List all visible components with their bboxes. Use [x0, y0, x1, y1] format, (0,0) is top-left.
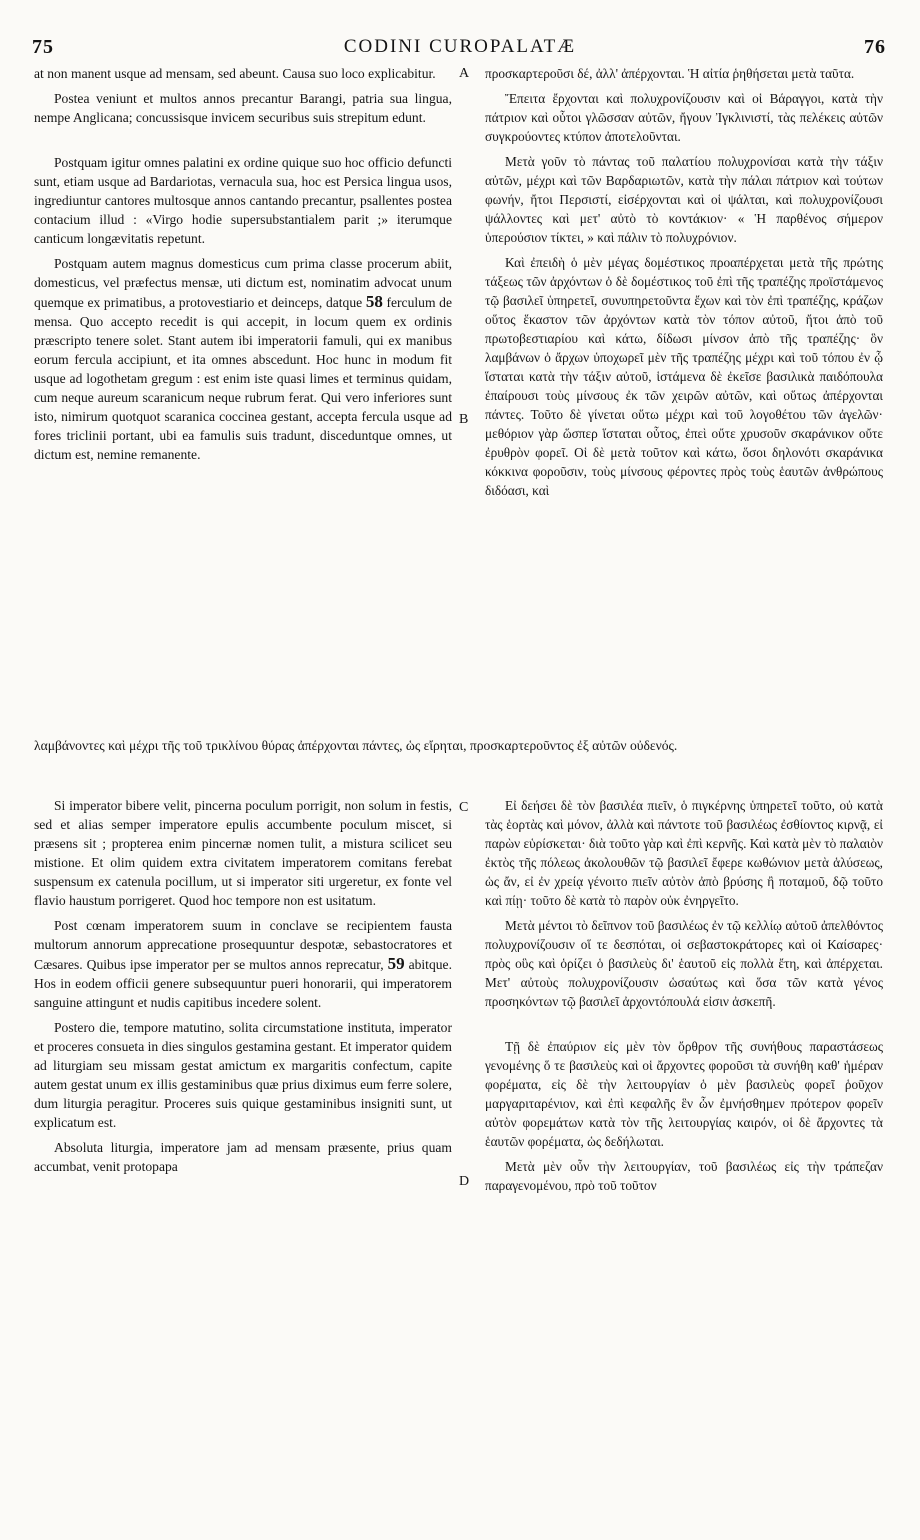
latin-column-lower [34, 796, 452, 1182]
greek-column-lower [485, 796, 883, 1201]
latin-paragraph: Postea veniunt et multos annos precantur Barangi, patria sua lingua, nempe Anglicana; concussisque invicem securibus suis strepitum edunt. [34, 91, 452, 125]
greek-paragraph: Εἰ δεήσει δὲ τὸν βασιλέα πιεῖν, ὁ πιγκέρνης ὑπηρετεῖ τοῦτο, οὐ κατὰ τὰς ἑορτὰς καὶ μόνον, ἀλλὰ καὶ πάντοτε τοῦ βασιλέως ἐσθίοντος κιρνᾷ, εἰ παρὼν εὑρίσκεται· διὰ τοῦτο γὰρ καὶ ἐπὶ κερνῆς. Καὶ κατὰ μὲν τὸ παλαιὸν ἐκτὸς τῆς πόλεως ἀκολουθῶν τῷ βασιλεῖ ἔφερε κωθώνιον μετὰ ἁλύσεως, ὡς ἄν, εἰ ἐν χρείᾳ γένοιτο πιεῖν αὐτὸν ἀπὸ βρύσης ἢ ποταμοῦ, δῷ τοῦτο καὶ πίῃ· τοῦτο δὲ κατὰ τὸ παρὸν οὐκ ἐνηργεῖτο. [485, 798, 883, 908]
latin-paragraph [34, 916, 452, 1012]
page-number-right: 76 [864, 36, 886, 58]
latin-text: Postquam autem magnus domesticus cum prima classe procerum abiit, domesticus, vel præfectus mensæ, uti dictum est, nominatim advocat unum quemque ex primatibus, a protovestiario et deinceps, datque [34, 256, 452, 310]
latin-paragraph [34, 254, 452, 464]
greek-paragraph: προσκαρτεροῦσι δέ, ἀλλ' ἀπέρχονται. Ἡ αἰτία ῥηθήσεται μετὰ ταῦτα. [485, 66, 855, 81]
margin-letter-b: B [459, 412, 469, 427]
running-title: CODINI CUROPALATÆ [343, 36, 577, 57]
latin-paragraph: Postquam igitur omnes palatini ex ordine quique suo hoc officio defuncti sunt, etiam usque ad Bardariotas, vernacula sua, hoc est Persica lingua usos, ingrediuntur cantores multosque annos cantando precantur, psallentes postea contacium illud : «Virgo hodie supersubstantialem parit ;» iterumque canticum longævitatis repetunt. [34, 155, 452, 246]
greek-paragraph: Τῇ δὲ ἐπαύριον εἰς μὲν τὸν ὄρθρον τῆς συνήθους παραστάσεως γενομένης ὅ τε βασιλεὺς καὶ οἱ ἄρχοντες φοροῦσι τὰ συνήθη καθ' ἡμέραν φορέματα, εἰς δὲ τὴν λειτουργίαν ὁ μὲν βασιλεὺς φορεῖ ῥοῦχον μαργαριταρένιον, καὶ ἐπὶ κεφαλῆς ἓν ὧν ἐμνήσθημεν πρότερον φορεῖν αὐτὸν φορεμάτων κατὰ τὸν τῆς λειτουργίας καιρόν, οἱ δὲ ἄρχοντες τὰ ἑαυτῶν φορέματα, ὡς δεδήλωται. [485, 1039, 883, 1149]
latin-paragraph: Postero die, tempore matutino, solita circumstatione instituta, imperator et proceres consueta in dies singulos gestamina gestant. Et imperator quidem ad liturgiam seu missam gestat amictum ex margaritis confectum, capite autem gestat unum ex illis gestaminibus quæ prius diximus eum ferre solere, dum liturgia peragitur. Proceres suis quique gestaminibus insigniti sunt, ut explicatum est. [34, 1020, 452, 1130]
latin-text: Post cœnam imperatorem suum in conclave se recipientem fausta multorum annorum apprecatione prosequuntur despotæ, sebastocratores et Cæsares. Quibus ipse imperator per se multos annos reprecatur, [34, 918, 452, 972]
greek-paragraph: Μετὰ μὲν οὖν τὴν λειτουργίαν, τοῦ βασιλέως εἰς τὴν τράπεζαν παραγενομένου, πρὸ τοῦ τοῦτον [485, 1159, 883, 1193]
greek-paragraph: Ἔπειτα ἔρχονται καὶ πολυχρονίζουσιν καὶ οἱ Βάραγγοι, κατὰ τὴν πάτριον καὶ οὗτοι γλῶσσαν αὐτῶν, ἤγουν Ἰγκλινιστί, τὰς πελέκεις αὐτῶν συγκρούοντες κτύπον ἀποτελοῦνται. [485, 91, 883, 144]
page-number-left: 75 [32, 36, 54, 58]
page-header [0, 0, 920, 58]
greek-paragraph: Μετὰ γοῦν τὸ πάντας τοῦ παλατίου πολυχρονίσαι κατὰ τὴν τάξιν αὐτῶν, μέχρι καὶ τῶν Βαρδαριωτῶν, κατὰ τὴν πάλαι πάτριον καὶ τούτων φωνήν, ἤτοι Περσιστί, εἰσέρχονται καὶ οἱ ψάλται, καὶ πολυχρονίζουσι ψάλλοντες καὶ μετ' αὐτὸ τὸ κοντάκιον· « Ἡ παρθένος σήμερον ὑπερούσιον τίκτει, » καὶ πάλιν τὸ πολυχρόνιον. [485, 154, 883, 245]
margin-letter-a: A [459, 66, 470, 81]
latin-text: ferculum de mensa. Quo accepto recedit is qui accepit, in locum quem ex ordinis præscripto tenere solet. Stant autem ibi imperatorii famuli, qui ex manibus eorum fercula accipiunt, et ita omnes abscedunt. Hoc hunc in modum fit usque ad logothetam gregum : est enim iste quasi limes et terminus quidam, cum neque aureum scaranicum neque rubrum ferat. Qui vero inferiores sunt isto, nimirum quotquot scaranica coccinea gestant, accepta fercula usque ad fores triclinii portant, ubi ea famulis suis tradunt, disceduntque omnes, ut dictum est, nemine remanente. [34, 295, 452, 462]
latin-paragraph: at non manent usque ad mensam, sed abeunt. Causa suo loco explicabitur. [34, 66, 436, 81]
latin-column [34, 64, 452, 470]
latin-paragraph: Absoluta liturgia, imperatore jam ad mensam præsente, prius quam accumbat, venit protopapa [34, 1140, 452, 1174]
latin-paragraph: Si imperator bibere velit, pincerna poculum porrigit, non solum in festis, sed et alias semper imperatore epulis accumbente poculum miscet, si præsens sit ; propterea enim pincernæ nomen tulit, a mistura scilicet seu mistione. Et olim quidem extra civitatem imperatorem comitans ferebat suspensum ex catenula pocillum, ut si imperator siti urgeretur, ex fonte vel flavio haustum porrigeret. Quod hoc tempore non est usitatum. [34, 798, 452, 908]
margin-letter-d: D [459, 1174, 470, 1189]
section-number: 59 [387, 954, 405, 973]
paragraph-gap [34, 133, 452, 153]
spanning-greek-line: λαμβάνοντες καὶ μέχρι τῆς τοῦ τρικλίνου θύρας ἀπέρχονται πάντες, ὡς εἴρηται, προσκαρτεροῦντος ἐξ αὐτῶν οὐδενός. [34, 738, 678, 753]
margin-letter-c: C [459, 800, 469, 815]
paragraph-gap [485, 1017, 883, 1037]
greek-paragraph: Καὶ ἐπειδὴ ὁ μὲν μέγας δομέστικος προαπέρχεται μετὰ τῆς πρώτης τάξεως τῶν ἀρχόντων ὁ δὲ δομέστικος τοῦ ἐπὶ τῆς τραπέζης προϊστάμενος τῷ βασιλεῖ ὑπηρετεῖ, συνυπηρετοῦντα ἔχων καὶ τὸν ἐπὶ τραπέζης, κράζων οὕτος ἕκαστον τῶν ἀρχόντων κατὰ τὸν τόπον αὐτοῦ, ἤτοι ἀπὸ τοῦ πρωτοβεστιαρίου καὶ κάτω, δίδωσι μίνσον ἀπὸ τῆς τραπέζης· ὃν λαμβάνων ὁ ἄρχων ὑποχωρεῖ μὲν τῆς τραπέζης μέχρι καὶ τοῦ τόπου ἐν ᾧ ἵσταται κατὰ τὴν τάξιν αὐτοῦ, ἱστάμενα δὲ ἐκεῖσε βασιλικὰ παιδόπουλα ἐπαίρουσι τοὺς μίνσους ἐκ τῶν χειρῶν αὐτῶν, καὶ οὕτως ἀπέρχονται πάντες. Τοῦτο δὲ γίνεται οὕτω μέχρι καὶ τοῦ λογοθέτου τῶν ἀγελῶν· μεθόριον γὰρ ὥσπερ ἵσταται οὗτος, ἐπεὶ οὔτε χρυσοῦν σκαράνικον οὔτε ἐρυθρὸν φορεῖ. Οἱ δὲ μετὰ τοῦτον καὶ κάτω, ὅσοι δηλονότι σκαράνικα κόκκινα φοροῦσιν, τοὺς μίνσους φέροντες πρὸς τοὺς ἑαυτῶν ἀνθρώπους διδόασι, καὶ [485, 255, 883, 498]
greek-column [485, 64, 883, 506]
latin-text: abitque. Hos in eodem officii genere subsequuntur pueri honorarii, qui imperatorem sanguine attingunt et nudis capitibus incedere solent. [34, 957, 452, 1010]
greek-paragraph: Μετὰ μέντοι τὸ δεῖπνον τοῦ βασιλέως ἐν τῷ κελλίῳ αὐτοῦ ἀπελθόντος πολυχρονίζουσιν οἵ τε δεσπόται, οἱ σεβαστοκράτορες καὶ οἱ Καίσαρες· πρὸς οὓς καὶ ὁρίζει ὁ βασιλεὺς δι' ἑαυτοῦ εἰς πολλὰ ἔτη, καὶ ἀπέρχεται. Μετ' αὐτοὺς πολυχρονίζουσιν ὡσαύτως καὶ ὅσα τῶν κατὰ γένος προσηκόντων τῷ βασιλεῖ ἀρχοντόπουλά εἰσιν ἀσκεπῆ. [485, 918, 883, 1009]
section-number: 58 [365, 292, 383, 311]
